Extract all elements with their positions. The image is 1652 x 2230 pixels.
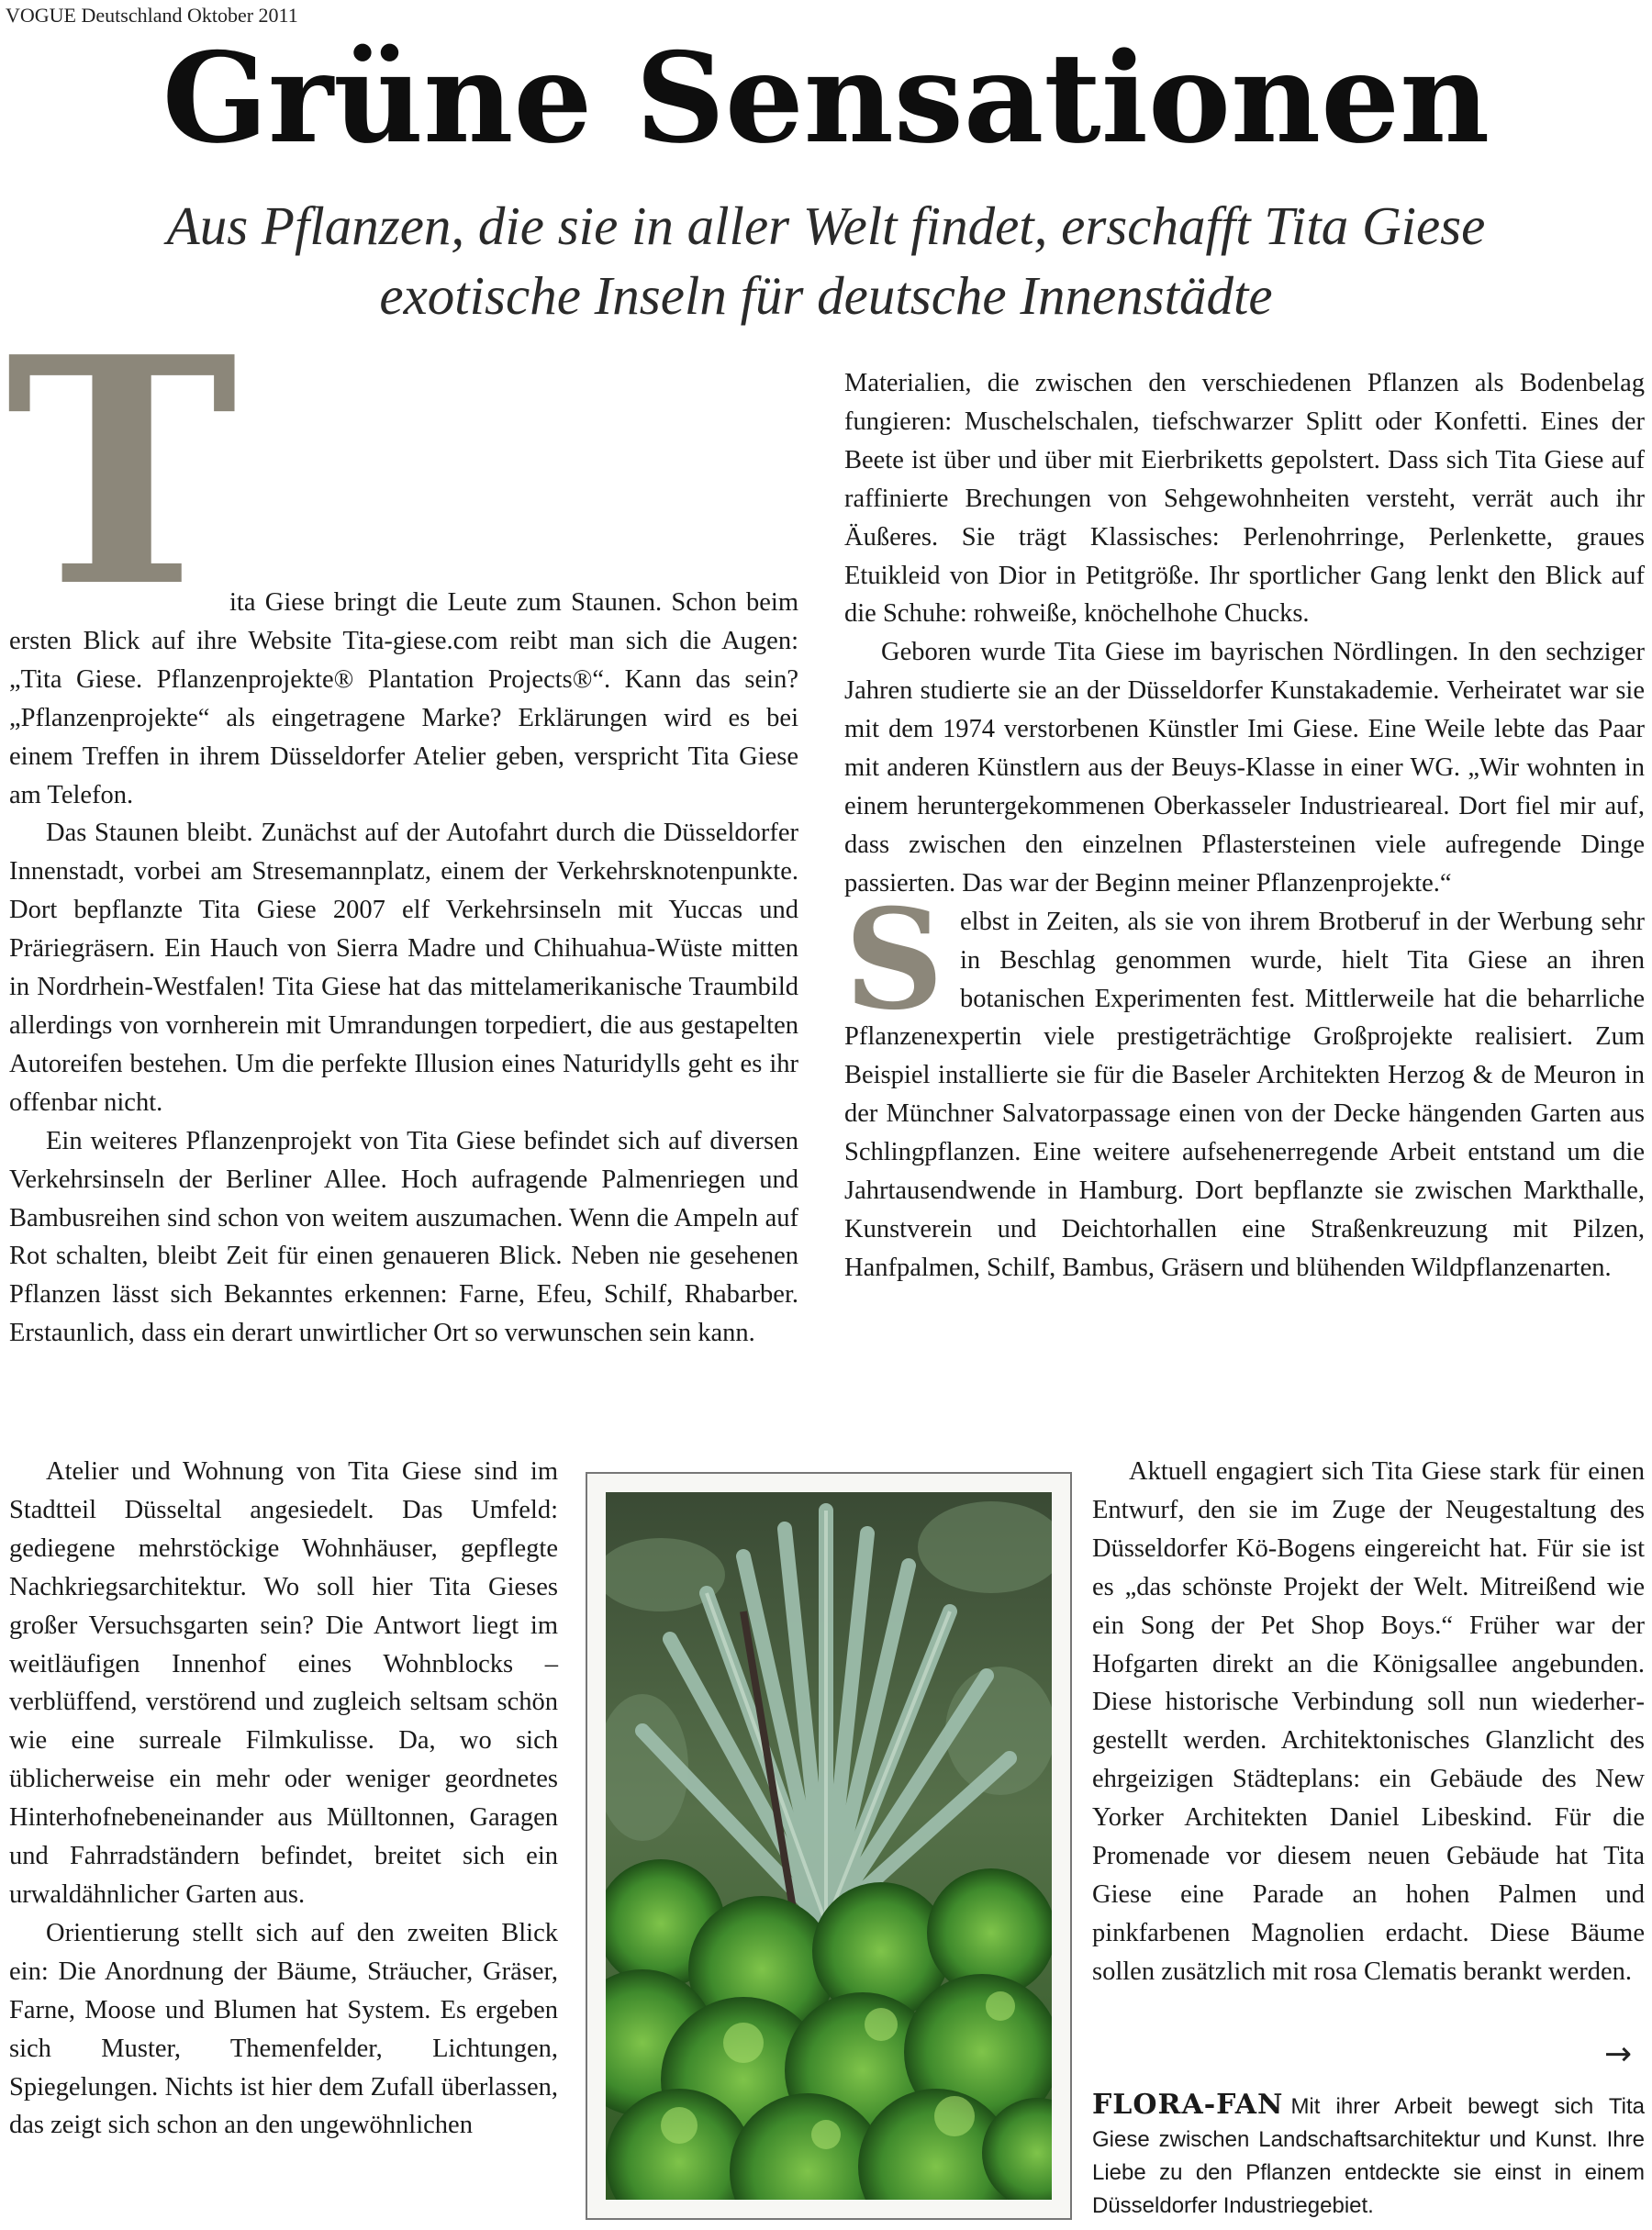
paragraph-3: Ein weiteres Pflanzenprojekt von Tita Giese befindet sich auf diversen Verkehrsinseln der Berliner Allee. Hoch aufragende Palmenriegen und Bambusreihen sind schon von weitem auszumachen. Wenn die Ampeln auf Rot schalten, bleibt Zeit für einen genaueren Blick. Neben nie gesehenen Pflanzen lässt sich Bekanntes erkennen: Farne, Efeu, Schilf, Rhabarber. Erstaunlich, dass ein derart unwirtlicher Ort so verwunschen sein kann. [9,1126,798,1348]
drop-cap-t: T [6,290,235,656]
photo-frame [586,1472,1072,2220]
caption-text: Mit ihrer Arbeit bewegt sich Tita Giese zwischen Landschaftsarchitektur und Kunst. Ihre Liebe zu den Pflanzen entdeckte sie einst in einem Düsseldorfer Industriegebiet. [1092,2094,1645,2218]
column-left [9,584,798,1353]
photo-caption [1092,2089,1645,2223]
source-line: VOGUE Deutschland Oktober 2011 [6,4,298,27]
paragraph-8 [844,878,1645,1288]
column-right [844,364,1645,1288]
paragraph-7: Geboren wurde Tita Giese im bayrischen Nördlingen. In den sechziger Jahren studierte sie an der Düsseldorfer Kunstakademie. Verheiratet war sie mit dem 1974 verstorbenen Künstler Imi Giese. Eine Weile lebte das Paar mit anderen Künstlern aus der Beuys-Klasse in einer WG. „Wir wohnten in einem heruntergekommenen Oberkasseler Industrieareal. Dort fiel mir auf, dass zwischen den einzelnen Pflastersteinen viele aufregende Dinge passierten. Das war der Beginn meiner Pflanzenprojekte.“ [844,638,1645,898]
dek [0,191,1652,330]
column-left-narrow [9,1453,558,2145]
paragraph-9: Aktuell engagiert sich Tita Giese stark für einen Entwurf, den sie im Zuge der Neugestaltung des Düsseldorfer Kö-Bogens eingereicht hat. Für sie ist es „das schönste Projekt der Welt. Mitreißend wie ein Song der Pet Shop Boys.“ Früher war der Hofgarten direkt an die Königsallee angebunden. Diese historische Verbindung soll nun wiederhergestellt werden. Architektonisches Glanzlicht des ehrgeizigen Städteplans: ein Gebäude des New Yorker Architekten Daniel Libeskind. Für die Promenade vor diesem neuen Gebäude hat Tita Giese eine Parade an hohen Palmen und pinkfarbenen Magnolien erdacht. Diese Bäume sollen zusätzlich mit rosa Clematis berankt werden. [1092,1457,1645,1986]
dek-line-2: exotische Inseln für deutsche Innenstädte [379,265,1273,326]
headline: Grüne Sensationen [162,25,1490,171]
paragraph-2: Das Staunen bleibt. Zunächst auf der Autofahrt durch die Düsseldorfer Innenstadt, vorbei am Stresemannplatz, einem der Verkehrsknotenpunkte. Dort bepflanzte Tita Giese 2007 elf Verkehrsinseln mit Yuccas und Präriegräsern. Ein Hauch von Sierra Madre und Chihuahua-Wüste mitten in Nordrhein-Westfalen! Tita Giese hat das mittelamerikanische Traumbild allerdings von vornherein mit Umrandungen torpediert, die aus gestapelten Autoreifen bestehen. Um die perfekte Illusion eines Naturidylls geht es ihr offenbar nicht. [9,819,798,1117]
dek-line-1: Aus Pflanzen, die sie in aller Welt findet, erschafft Tita Giese [166,195,1486,256]
paragraph-1: ita Giese bringt die Leute zum Staunen. Schon beim ersten Blick auf ihre Website Tita-giese.com reibt man sich die Augen: „Tita Giese. Pflanzenprojekte® Plantation Projects®“. Kann das sein? „Pflanzenprojekte“ als eingetragene Marke? Erklärungen wird es bei einem Treffen in ihrem Düsseldorfer Atelier geben, verspricht Tita Giese am Telefon. [9,588,798,809]
paragraph-4: Atelier und Wohnung von Tita Giese sind im Stadtteil Düsseltal angesiedelt. Das Umfeld: gediegene mehrstöckige Wohnhäuser, gepflegte Nachkriegsarchitektur. Wo soll hier Tita Gieses großer Versuchsgarten sein? Die Antwort liegt im weitläufigen Innenhof eines Wohnblocks – verblüffend, verstörend und zugleich seltsam schön wie eine surreale Filmkulisse. Da, wo sich üblicherweise ein mehr oder weniger geordnetes Hinterhofnebeneinander aus Mülltonnen, Garagen und Fahrradständern befindet, breitet sich ein urwaldähnlicher Garten aus. [9,1457,558,1909]
paragraph-5: Orientierung stellt sich auf den zweiten Blick ein: Die Anordnung der Bäume, Sträucher, Gräser, Farne, Moose und Blumen hat System. Es ergeben sich Muster, Themenfelder, Lichtungen, Spiegelungen. Nichts ist hier dem Zufall überlassen, das zeigt sich schon an den ungewöhnlichen [9,1918,558,2140]
caption-kicker: FLORA-FAN [1092,2089,1284,2121]
continue-arrow-icon: → [1604,2035,1633,2073]
paragraph-6: Materialien, die zwischen den verschiedenen Pflanzen als Bodenbelag fungieren: Muschelschalen, tiefschwarzer Splitt oder Konfetti. Eines der Beete ist über und über mit Eierbriketts gepolstert. Dass sich Tita Giese auf raffinierte Brechungen von Sehgewohnheiten versteht, verrät auch ihr Äußeres. Sie trägt Klassisches: Perlenohrringe, Perlenkette, graues Etuikleid von Dior in Petitgröße. Ihr sportlicher Gang lenkt den Blick auf die Schuhe: rohweiße, knöchelhohe Chucks. [844,369,1645,629]
plant-photo [606,1492,1052,2200]
paragraph-8-text: elbst in Zeiten, als sie von ihrem Brotberuf in der Werbung sehr in Beschlag genommen wurde, hielt Tita Giese an ihren botanischen Experimenten fest. Mittlerweile hat die beharrliche Pflanzenexpertin viele prestigeträchtige Großprojekte realisiert. Zum Beispiel installierte sie für die Baseler Architekten Herzog & de Meuron in der Münchner Salvatorpassage einen von der Decke hängenden Garten aus Schlingpflanzen. Eine weitere aufsehenerregende Arbeit entstand um die Jahrtausendwende in Hamburg. Dort bepflanzte sie zwischen Markthalle, Kunstverein und Deichtorhallen eine Straßenkreuzung mit Pilzen, Hanfpalmen, Schilf, Bambus, Gräsern und blühenden Wildpflanzenarten. [844,907,1645,1282]
drop-cap-s: S [844,878,944,1041]
column-right-narrow [1092,1453,1645,1991]
